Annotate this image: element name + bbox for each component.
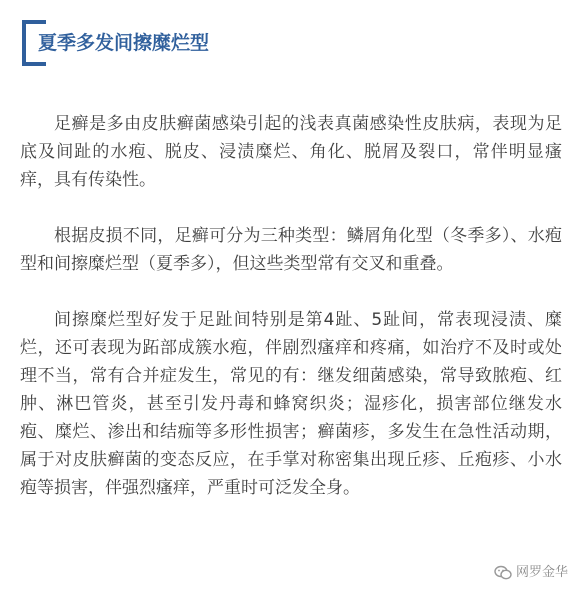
section-heading — [22, 20, 242, 66]
watermark — [494, 565, 568, 581]
wechat-icon — [494, 565, 512, 581]
heading-bracket-left — [22, 20, 26, 66]
paragraph-intro: 足癣是多由皮肤癣菌感染引起的浅表真菌感染性皮肤病，表现为足底及间趾的水疱、脱皮、浸渍糜烂、角化、脱屑及裂口，常伴明显瘙痒，具有传染性。 — [20, 114, 562, 190]
watermark-text: 网罗金华 — [515, 565, 568, 580]
article-body — [20, 110, 562, 502]
paragraph-types: 根据皮损不同，足癣可分为三种类型：鳞屑角化型（冬季多）、水疱型和间擦糜烂型（夏季多），但这些类型常有交叉和重叠。 — [20, 226, 562, 274]
heading-title: 夏季多发间擦糜烂型 — [38, 32, 210, 54]
paragraph-intertriginous: 间擦糜烂型好发于足趾间特别是第4趾、5趾间，常表现浸渍、糜烂，还可表现为跖部成簇水疱，伴剧烈瘙痒和疼痛，如治疗不及时或处理不当，常有合并症发生，常见的有：继发细菌感染，常导致脓疱、红肿、淋巴管炎，甚至引发丹毒和蜂窝织炎；湿疹化，损害部位继发水疱、糜烂、渗出和结痂等多形性损害；癣菌疹，多发生在急性活动期，属于对皮肤癣菌的变态反应，在手掌对称密集出现丘疹、丘疱疹、小水疱等损害，伴强烈瘙痒，严重时可泛发全身。 — [20, 310, 562, 498]
heading-bracket-bottom — [22, 62, 46, 66]
